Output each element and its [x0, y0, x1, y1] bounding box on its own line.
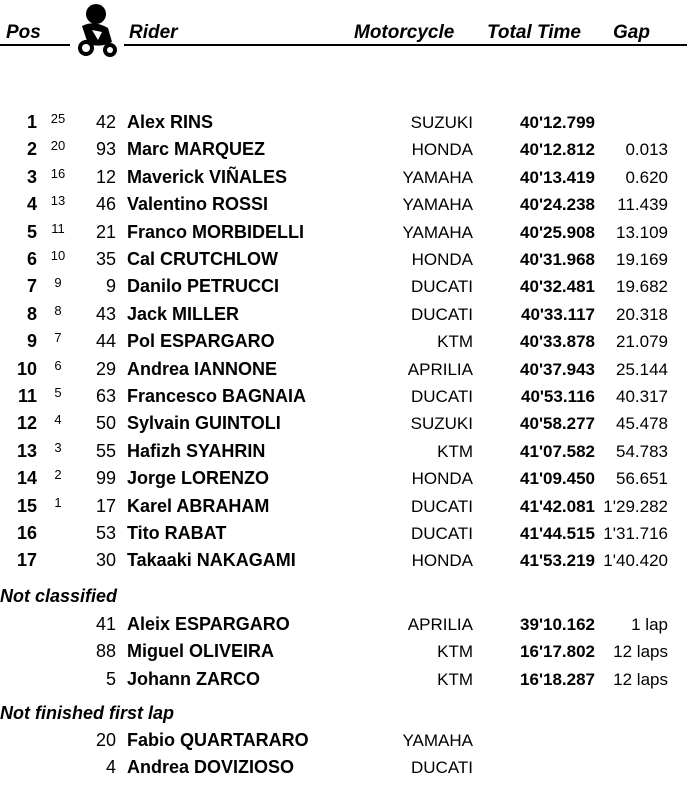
cell-gap: 54.783	[616, 441, 668, 461]
table-row	[0, 164, 687, 191]
cell-rider-name: Jorge LORENZO	[127, 468, 270, 489]
cell-rider-name: Valentino ROSSI	[127, 194, 269, 215]
cell-motorcycle: YAMAHA	[402, 167, 473, 187]
table-row	[0, 328, 687, 355]
table-row	[0, 219, 687, 246]
table-row	[0, 666, 687, 693]
cell-rider-name: Hafizh SYAHRIN	[127, 440, 266, 461]
cell-motorcycle: APRILIA	[407, 359, 473, 379]
cell-rider-name: Maverick VIÑALES	[127, 166, 288, 187]
cell-total-time: 40'12.812	[520, 140, 595, 160]
cell-rider-number: 4	[105, 757, 116, 778]
cell-rider-name: Franco MORBIDELLI	[127, 221, 305, 242]
cell-rider-name: Alex RINS	[127, 112, 214, 132]
cell-gap: 13.109	[616, 222, 668, 242]
cell-rider-name: Karel ABRAHAM	[127, 495, 270, 516]
cell-total-time: 16'17.802	[520, 642, 595, 662]
table-row	[0, 136, 687, 163]
cell-motorcycle: APRILIA	[407, 615, 473, 634]
cell-points: 20	[50, 138, 66, 154]
cell-total-time: 40'31.968	[520, 250, 595, 269]
table-row	[0, 465, 687, 492]
cell-total-time: 41'07.582	[520, 441, 595, 461]
cell-points: 6	[54, 357, 62, 373]
cell-rider-name: Pol ESPARGARO	[127, 331, 275, 352]
cell-rider-number: 46	[95, 194, 116, 215]
cell-motorcycle: DUCATI	[410, 277, 473, 297]
table-row	[0, 356, 687, 383]
table-row	[0, 520, 687, 547]
cell-gap: 40.317	[616, 387, 668, 406]
cell-rider-name: Takaaki NAKAGAMI	[127, 550, 296, 571]
cell-motorcycle: KTM	[437, 669, 473, 689]
cell-pos: 17	[16, 550, 37, 571]
cell-points: 25	[50, 111, 66, 126]
cell-total-time: 41'09.450	[520, 469, 595, 489]
cell-motorcycle: DUCATI	[410, 524, 473, 543]
cell-rider-number: 63	[95, 386, 116, 406]
cell-motorcycle: YAMAHA	[402, 731, 473, 750]
cell-rider-number: 5	[105, 668, 116, 689]
cell-rider-name: Marc MARQUEZ	[127, 139, 266, 160]
cell-gap: 0.013	[625, 140, 668, 160]
table-row	[0, 493, 687, 520]
cell-total-time: 40'33.878	[520, 332, 595, 352]
cell-rider-number: 44	[95, 331, 116, 352]
cell-rider-number: 93	[95, 139, 116, 160]
cell-rider-number: 42	[95, 112, 116, 132]
cell-points: 11	[51, 220, 65, 236]
cell-total-time: 16'18.287	[520, 669, 595, 689]
cell-gap: 56.651	[616, 469, 668, 489]
cell-pos: 11	[17, 386, 37, 406]
cell-rider-number: 12	[95, 166, 116, 187]
cell-rider-number: 43	[95, 303, 116, 324]
cell-total-time: 40'58.277	[520, 414, 595, 434]
cell-total-time: 40'33.117	[520, 304, 595, 324]
table-row	[0, 383, 687, 410]
cell-gap: 1'31.716	[603, 524, 668, 543]
table-row	[0, 246, 687, 273]
cell-gap: 19.169	[616, 250, 668, 269]
cell-pos: 14	[16, 468, 37, 489]
cell-motorcycle: KTM	[437, 441, 473, 461]
cell-rider-number: 20	[95, 730, 116, 750]
cell-motorcycle: SUZUKI	[410, 113, 473, 132]
cell-motorcycle: YAMAHA	[402, 222, 473, 242]
cell-motorcycle: HONDA	[411, 469, 473, 489]
header-gap: Gap	[613, 22, 650, 43]
cell-points: 7	[54, 330, 62, 346]
cell-pos: 7	[26, 276, 37, 297]
cell-pos: 5	[26, 221, 37, 242]
cell-points: 4	[54, 412, 62, 428]
cell-gap: 11.439	[617, 195, 668, 215]
cell-pos: 10	[16, 358, 37, 379]
cell-gap: 0.620	[625, 167, 668, 187]
header-rider: Rider	[129, 22, 178, 43]
cell-total-time: 40'32.481	[520, 277, 595, 297]
cell-total-time: 40'53.116	[520, 387, 595, 406]
cell-rider-name: Johann ZARCO	[127, 668, 260, 689]
cell-motorcycle: KTM	[437, 332, 473, 352]
cell-pos: 13	[16, 440, 37, 461]
cell-rider-number: 30	[95, 550, 116, 571]
cell-rider-name: Andrea IANNONE	[127, 358, 278, 379]
header-total-time: Total Time	[487, 22, 581, 43]
cell-rider-name: Jack MILLER	[127, 303, 240, 324]
cell-pos: 15	[16, 495, 37, 516]
table-row	[0, 410, 687, 437]
header-underline-right	[124, 44, 687, 46]
cell-gap: 45.478	[616, 414, 668, 434]
cell-rider-name: Aleix ESPARGARO	[127, 614, 290, 634]
cell-motorcycle: HONDA	[411, 250, 473, 269]
cell-motorcycle: DUCATI	[410, 387, 473, 406]
table-row	[0, 273, 687, 300]
cell-points: 8	[54, 302, 62, 318]
table-row	[0, 611, 687, 638]
header-motorcycle: Motorcycle	[354, 22, 455, 43]
cell-rider-name: Francesco BAGNAIA	[127, 386, 307, 406]
cell-motorcycle: KTM	[437, 642, 473, 662]
cell-gap: 12 laps	[613, 642, 668, 662]
cell-pos: 3	[26, 166, 37, 187]
not-finished-heading: Not finished first lap	[0, 703, 175, 723]
cell-rider-name: Sylvain GUINTOLI	[127, 413, 281, 434]
not-classified-heading: Not classified	[0, 586, 118, 606]
cell-points: 9	[54, 275, 62, 291]
cell-gap: 19.682	[616, 277, 668, 297]
cell-gap: 1'40.420	[603, 551, 668, 571]
cell-motorcycle: DUCATI	[410, 304, 473, 324]
cell-pos: 1	[26, 112, 37, 132]
table-row	[0, 638, 687, 665]
cell-motorcycle: YAMAHA	[402, 195, 473, 215]
table-row	[0, 109, 687, 136]
cell-rider-number: 21	[95, 221, 116, 242]
cell-motorcycle: SUZUKI	[410, 414, 473, 434]
header-pos: Pos	[6, 22, 41, 43]
cell-points: 1	[54, 494, 62, 510]
cell-rider-name: Cal CRUTCHLOW	[127, 249, 278, 269]
cell-rider-name: Danilo PETRUCCI	[127, 276, 280, 297]
cell-rider-number: 35	[95, 249, 116, 269]
cell-points: 2	[54, 467, 62, 483]
cell-gap: 25.144	[616, 359, 668, 379]
cell-gap: 12 laps	[613, 669, 668, 689]
table-header	[0, 0, 687, 60]
cell-pos: 16	[16, 523, 37, 543]
cell-rider-name: Tito RABAT	[127, 523, 227, 543]
cell-points: 5	[54, 385, 62, 400]
cell-motorcycle: HONDA	[411, 140, 473, 160]
motorcycle-rider-icon	[72, 2, 122, 58]
cell-points: 13	[50, 193, 66, 209]
cell-total-time: 41'42.081	[520, 496, 595, 516]
cell-points: 10	[50, 248, 66, 263]
cell-gap: 1 lap	[631, 615, 668, 634]
table-row	[0, 191, 687, 218]
header-underline-left	[0, 44, 70, 46]
cell-rider-name: Miguel OLIVEIRA	[127, 641, 275, 662]
cell-motorcycle: HONDA	[411, 551, 473, 571]
cell-rider-number: 29	[95, 358, 116, 379]
cell-pos: 9	[26, 331, 37, 352]
cell-total-time: 39'10.162	[520, 615, 595, 634]
cell-pos: 12	[16, 413, 37, 434]
cell-gap: 1'29.282	[603, 496, 668, 516]
cell-gap: 20.318	[616, 304, 668, 324]
table-row	[0, 438, 687, 465]
table-row	[0, 301, 687, 328]
cell-rider-number: 99	[95, 468, 116, 489]
cell-pos: 6	[26, 249, 37, 269]
cell-total-time: 40'12.799	[520, 113, 595, 132]
cell-total-time: 40'25.908	[520, 222, 595, 242]
cell-points: 3	[54, 439, 62, 455]
cell-rider-number: 41	[95, 614, 116, 634]
cell-total-time: 40'13.419	[520, 167, 595, 187]
cell-pos: 2	[26, 139, 37, 160]
cell-total-time: 40'24.238	[520, 195, 595, 215]
cell-points: 16	[50, 165, 66, 181]
table-row	[0, 754, 687, 781]
cell-total-time: 40'37.943	[520, 359, 595, 379]
cell-rider-number: 55	[95, 440, 116, 461]
cell-rider-number: 53	[95, 523, 116, 543]
cell-motorcycle: DUCATI	[410, 758, 473, 778]
cell-pos: 8	[26, 303, 37, 324]
cell-rider-name: Fabio QUARTARARO	[127, 730, 309, 750]
cell-rider-number: 17	[95, 495, 116, 516]
cell-total-time: 41'53.219	[520, 551, 595, 571]
cell-motorcycle: DUCATI	[410, 496, 473, 516]
cell-total-time: 41'44.515	[520, 524, 595, 543]
cell-rider-number: 88	[95, 641, 116, 662]
cell-gap: 21.079	[616, 332, 668, 352]
cell-pos: 4	[26, 194, 37, 215]
table-row	[0, 547, 687, 574]
cell-rider-name: Andrea DOVIZIOSO	[127, 757, 295, 778]
cell-rider-number: 50	[95, 413, 116, 434]
cell-rider-number: 9	[105, 276, 116, 297]
table-row	[0, 727, 687, 754]
